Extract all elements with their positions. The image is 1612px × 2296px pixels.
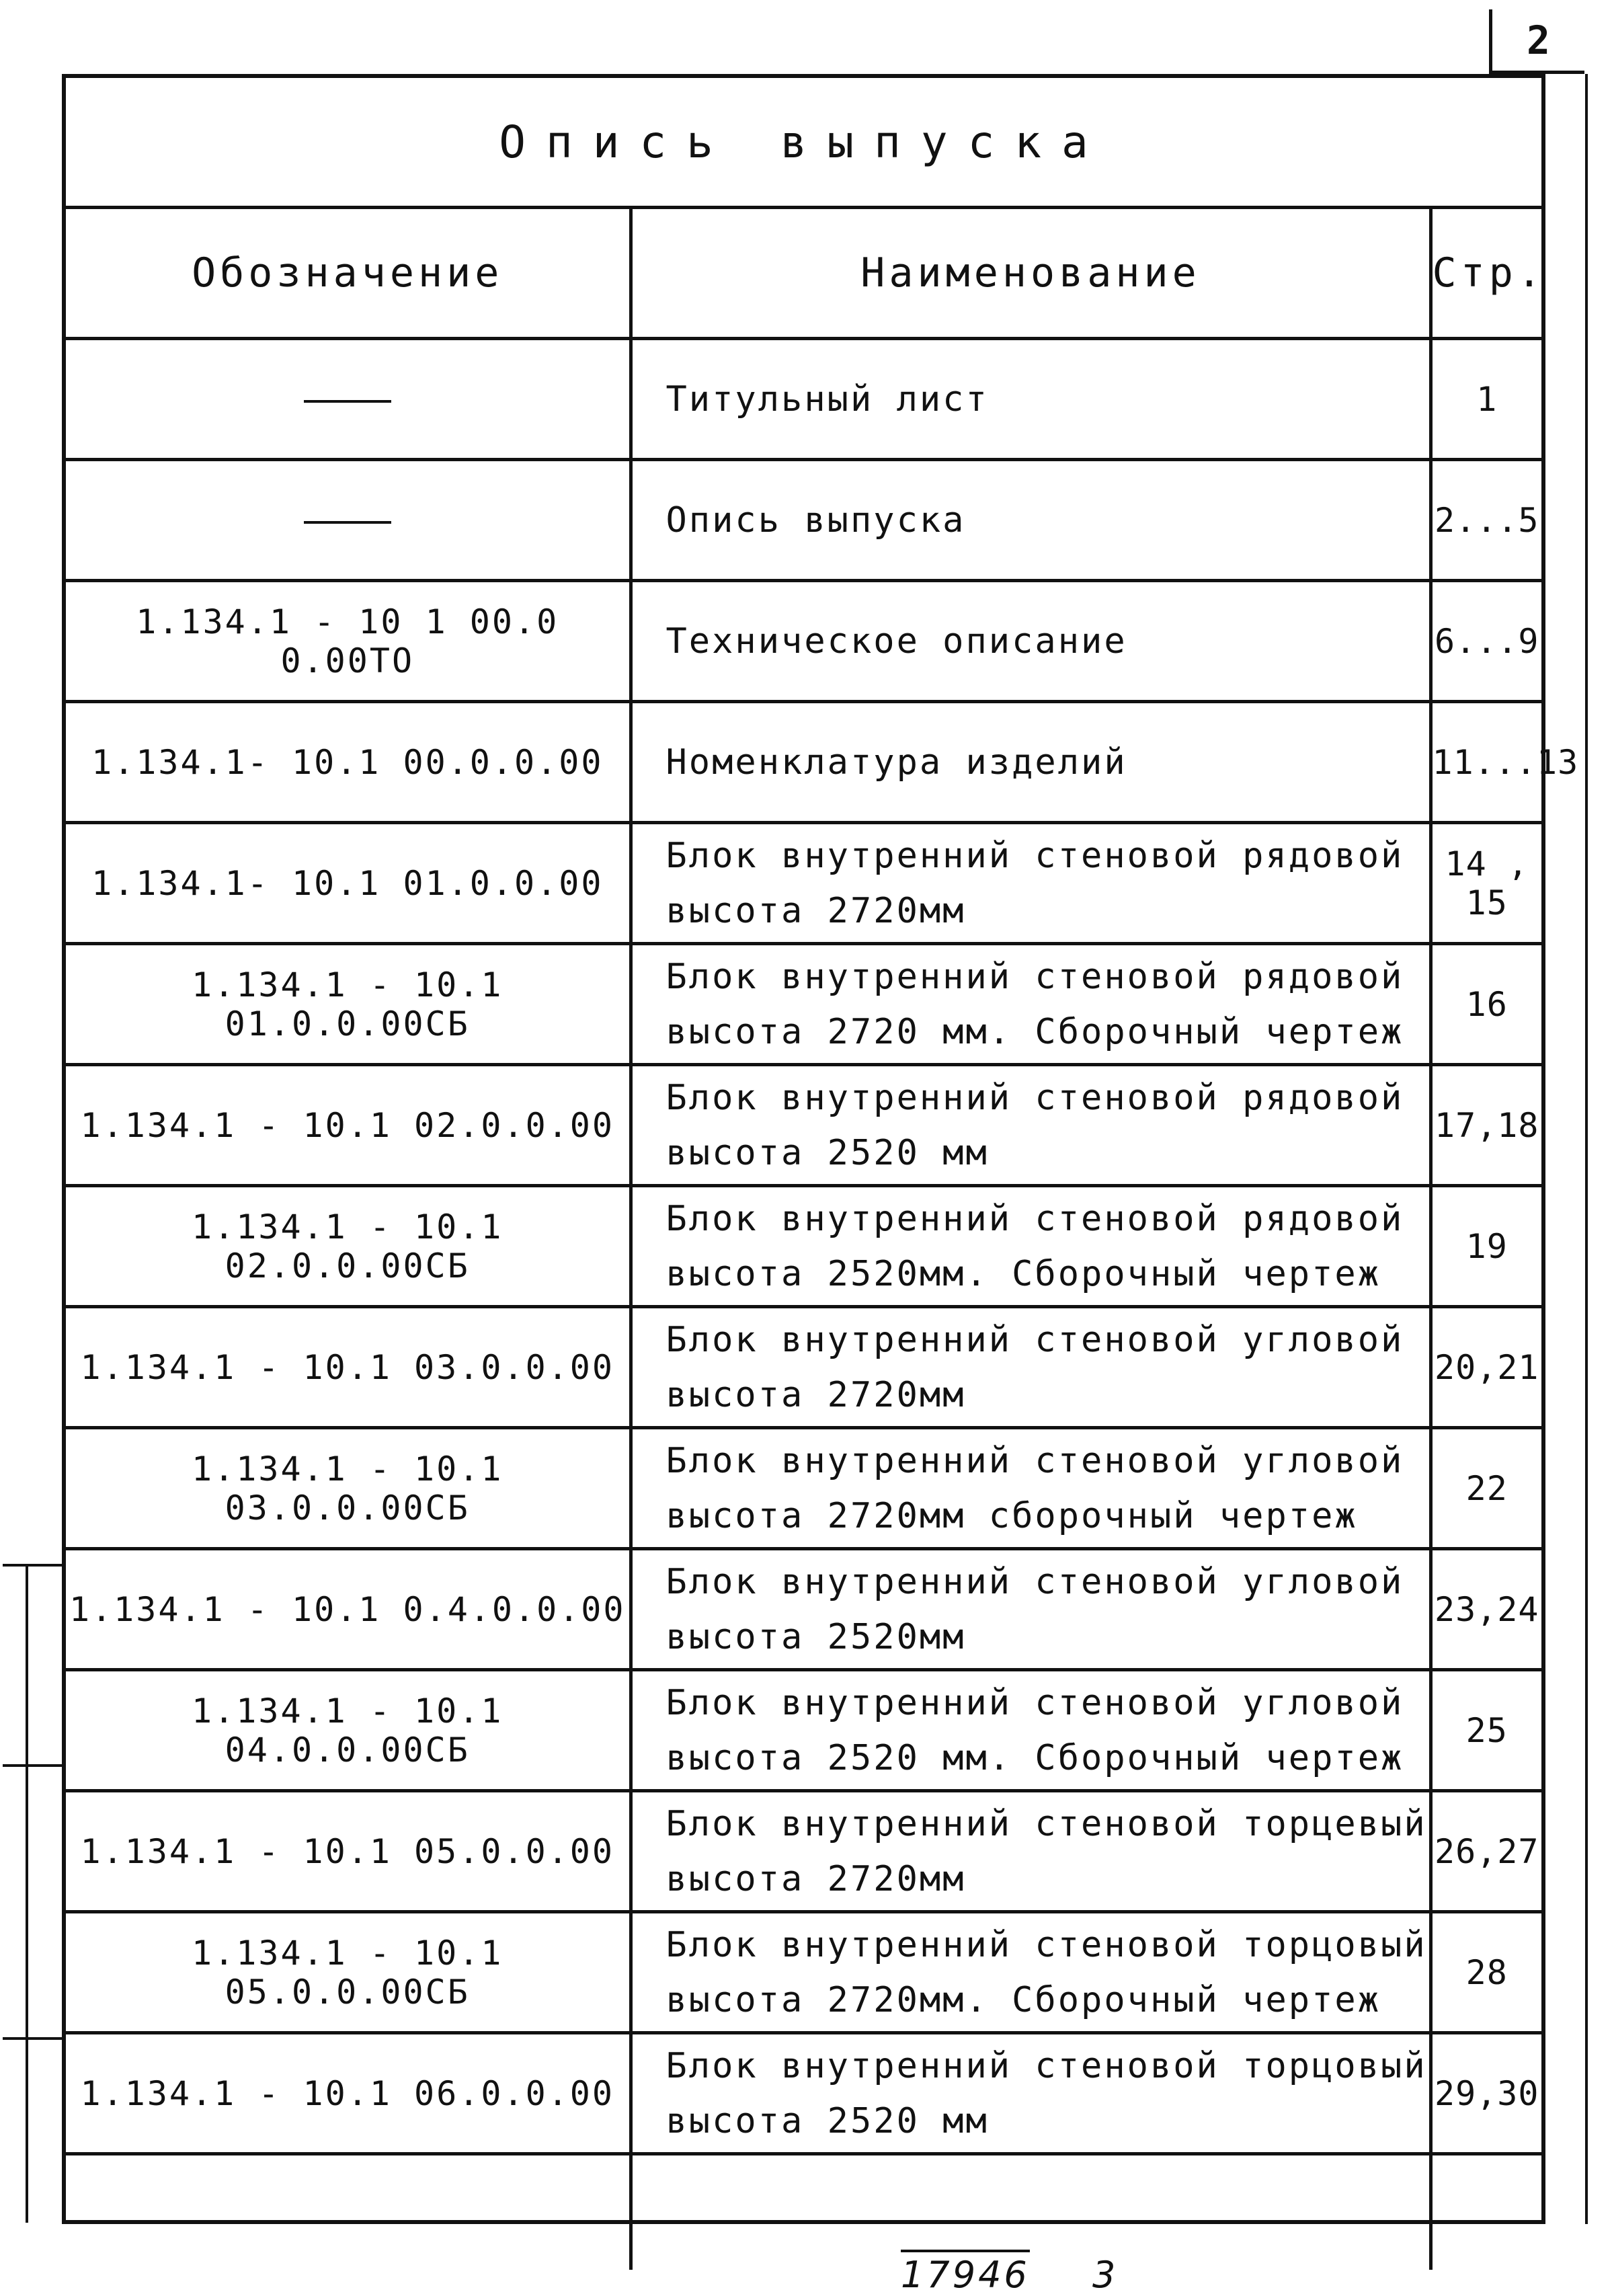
- table-row: [66, 1670, 1541, 1791]
- name-line-1: Блок внутренний стеновой угловой: [666, 1682, 1404, 1723]
- page-cell: 17,18: [1430, 1065, 1541, 1186]
- designation-cell: 1.134.1- 10.1 01.0.0.00: [66, 823, 631, 944]
- name-cell: [631, 1912, 1430, 2033]
- name-cell: [631, 339, 1430, 460]
- header-row: [66, 208, 1541, 339]
- title-row: [66, 78, 1541, 208]
- name-line-1: Техническое описание: [666, 621, 1127, 662]
- page-number-box: [1489, 9, 1584, 74]
- name-line-2: высота 2720мм. Сборочный чертеж: [666, 1979, 1381, 2020]
- designation-cell: [66, 460, 631, 581]
- name-line-1: Блок внутренний стеновой угловой: [666, 1440, 1404, 1481]
- page-cell: 20,21: [1430, 1307, 1541, 1428]
- page-cell: 16: [1430, 944, 1541, 1065]
- name-cell: [631, 944, 1430, 1065]
- name-line-2: высота 2520 мм. Сборочный чертеж: [666, 1737, 1404, 1778]
- table-row: [66, 702, 1541, 823]
- designation-cell: 1.134.1 - 10 1 00.0 0.00ТО: [66, 581, 631, 702]
- designation-cell: [66, 339, 631, 460]
- table-row: [66, 1307, 1541, 1428]
- name-line-1: Блок внутренний стеновой рядовой: [666, 956, 1404, 997]
- table-row: [66, 823, 1541, 944]
- name-line-2: высота 2520мм: [666, 1616, 966, 1657]
- designation-cell: 1.134.1 - 10.1 05.0.0.00СБ: [66, 1912, 631, 2033]
- designation-cell: 1.134.1- 10.1 00.0.0.00: [66, 702, 631, 823]
- name-line-1: Титульный лист: [666, 379, 989, 420]
- name-line-1: Блок внутренний стеновой торцовый: [666, 1924, 1427, 1965]
- designation-cell: 1.134.1 - 10.1 02.0.0.00СБ: [66, 1186, 631, 1307]
- page-cell: 14 , 15: [1430, 823, 1541, 944]
- page-cell: 6...9: [1430, 581, 1541, 702]
- table-row: [66, 2033, 1541, 2154]
- binding-mark: [3, 1564, 65, 1567]
- table-row: [66, 1065, 1541, 1186]
- header-name: Наименование: [631, 208, 1430, 339]
- designation-cell: 1.134.1 - 10.1 0.4.0.0.00: [66, 1549, 631, 1670]
- designation-cell: 1.134.1 - 10.1 02.0.0.00: [66, 1065, 631, 1186]
- archive-number: [901, 2254, 1030, 2296]
- name-cell: [631, 2033, 1430, 2154]
- dash-mark: [304, 400, 391, 403]
- table-row: [66, 1428, 1541, 1549]
- page-cell: 26,27: [1430, 1791, 1541, 1912]
- table-title: Опись выпуска: [66, 78, 1541, 208]
- name-line-2: высота 2720мм сборочный чертеж: [666, 1495, 1358, 1536]
- page-cell: 29,30: [1430, 2033, 1541, 2154]
- name-cell: [631, 1307, 1430, 1428]
- name-cell: [631, 1186, 1430, 1307]
- name-line-1: Номенклатура изделий: [666, 742, 1127, 783]
- archive-number-text: 17946: [901, 2250, 1030, 2296]
- name-line-2: высота 2720 мм. Сборочный чертеж: [666, 1011, 1404, 1052]
- page-cell: 25: [1430, 1670, 1541, 1791]
- table-row: [66, 1186, 1541, 1307]
- table-row: [66, 581, 1541, 702]
- page-cell: 23,24: [1430, 1549, 1541, 1670]
- page-number: 2: [1527, 17, 1550, 63]
- name-line-1: Блок внутренний стеновой угловой: [666, 1319, 1404, 1360]
- name-cell: [631, 1549, 1430, 1670]
- designation-cell: 1.134.1 - 10.1 05.0.0.00: [66, 1791, 631, 1912]
- page-cell: 1: [1430, 339, 1541, 460]
- name-line-2: высота 2520мм. Сборочный чертеж: [666, 1253, 1381, 1294]
- name-line-2: высота 2720мм: [666, 1858, 966, 1899]
- table-row: [66, 944, 1541, 1065]
- name-line-2: высота 2520 мм: [666, 2100, 989, 2141]
- binding-vertical-line: [26, 1564, 28, 2223]
- page-cell: 11...13: [1430, 702, 1541, 823]
- designation-cell: 1.134.1 - 10.1 06.0.0.00: [66, 2033, 631, 2154]
- binding-mark: [3, 1764, 65, 1767]
- name-line-1: Блок внутренний стеновой угловой: [666, 1561, 1404, 1602]
- name-line-2: высота 2720мм: [666, 890, 966, 931]
- name-line-1: Опись выпуска: [666, 500, 966, 541]
- empty-cell: [631, 2154, 1430, 2270]
- name-line-1: Блок внутренний стеновой рядовой: [666, 1198, 1404, 1239]
- name-line-1: Блок внутренний стеновой рядовой: [666, 835, 1404, 876]
- name-cell: [631, 460, 1430, 581]
- name-cell: [631, 1428, 1430, 1549]
- name-cell: [631, 581, 1430, 702]
- table-row: [66, 460, 1541, 581]
- empty-cell: [66, 2154, 631, 2270]
- empty-table-row: [66, 2154, 1541, 2270]
- header-designation: Обозначение: [66, 208, 631, 339]
- issue-inventory-table: [66, 78, 1579, 2270]
- name-line-1: Блок внутренний стеновой рядовой: [666, 1077, 1404, 1118]
- designation-cell: 1.134.1 - 10.1 01.0.0.00СБ: [66, 944, 631, 1065]
- name-line-2: высота 2720мм: [666, 1374, 966, 1415]
- designation-cell: 1.134.1 - 10.1 03.0.0.00: [66, 1307, 631, 1428]
- designation-cell: 1.134.1 - 10.1 03.0.0.00СБ: [66, 1428, 631, 1549]
- name-cell: [631, 1065, 1430, 1186]
- dash-mark: [304, 521, 391, 524]
- binding-mark: [3, 2037, 65, 2040]
- table-row: [66, 1549, 1541, 1670]
- name-line-2: высота 2520 мм: [666, 1132, 989, 1173]
- name-line-1: Блок внутренний стеновой торцовый: [666, 2045, 1427, 2086]
- name-cell: [631, 823, 1430, 944]
- name-cell: [631, 1670, 1430, 1791]
- right-margin-line: [1585, 74, 1588, 2224]
- page-cell: 28: [1430, 1912, 1541, 2033]
- page-cell: 2...5: [1430, 460, 1541, 581]
- header-page: Стр.: [1430, 208, 1541, 339]
- page-cell: 19: [1430, 1186, 1541, 1307]
- name-cell: [631, 702, 1430, 823]
- name-line-1: Блок внутренний стеновой торцевый: [666, 1803, 1427, 1844]
- page-cell: 22: [1430, 1428, 1541, 1549]
- sheet-number: 3: [1092, 2254, 1116, 2296]
- table-row: [66, 1912, 1541, 2033]
- name-cell: [631, 1791, 1430, 1912]
- table-row: [66, 1791, 1541, 1912]
- empty-cell: [1430, 2154, 1541, 2270]
- table-row: [66, 339, 1541, 460]
- designation-cell: 1.134.1 - 10.1 04.0.0.00СБ: [66, 1670, 631, 1791]
